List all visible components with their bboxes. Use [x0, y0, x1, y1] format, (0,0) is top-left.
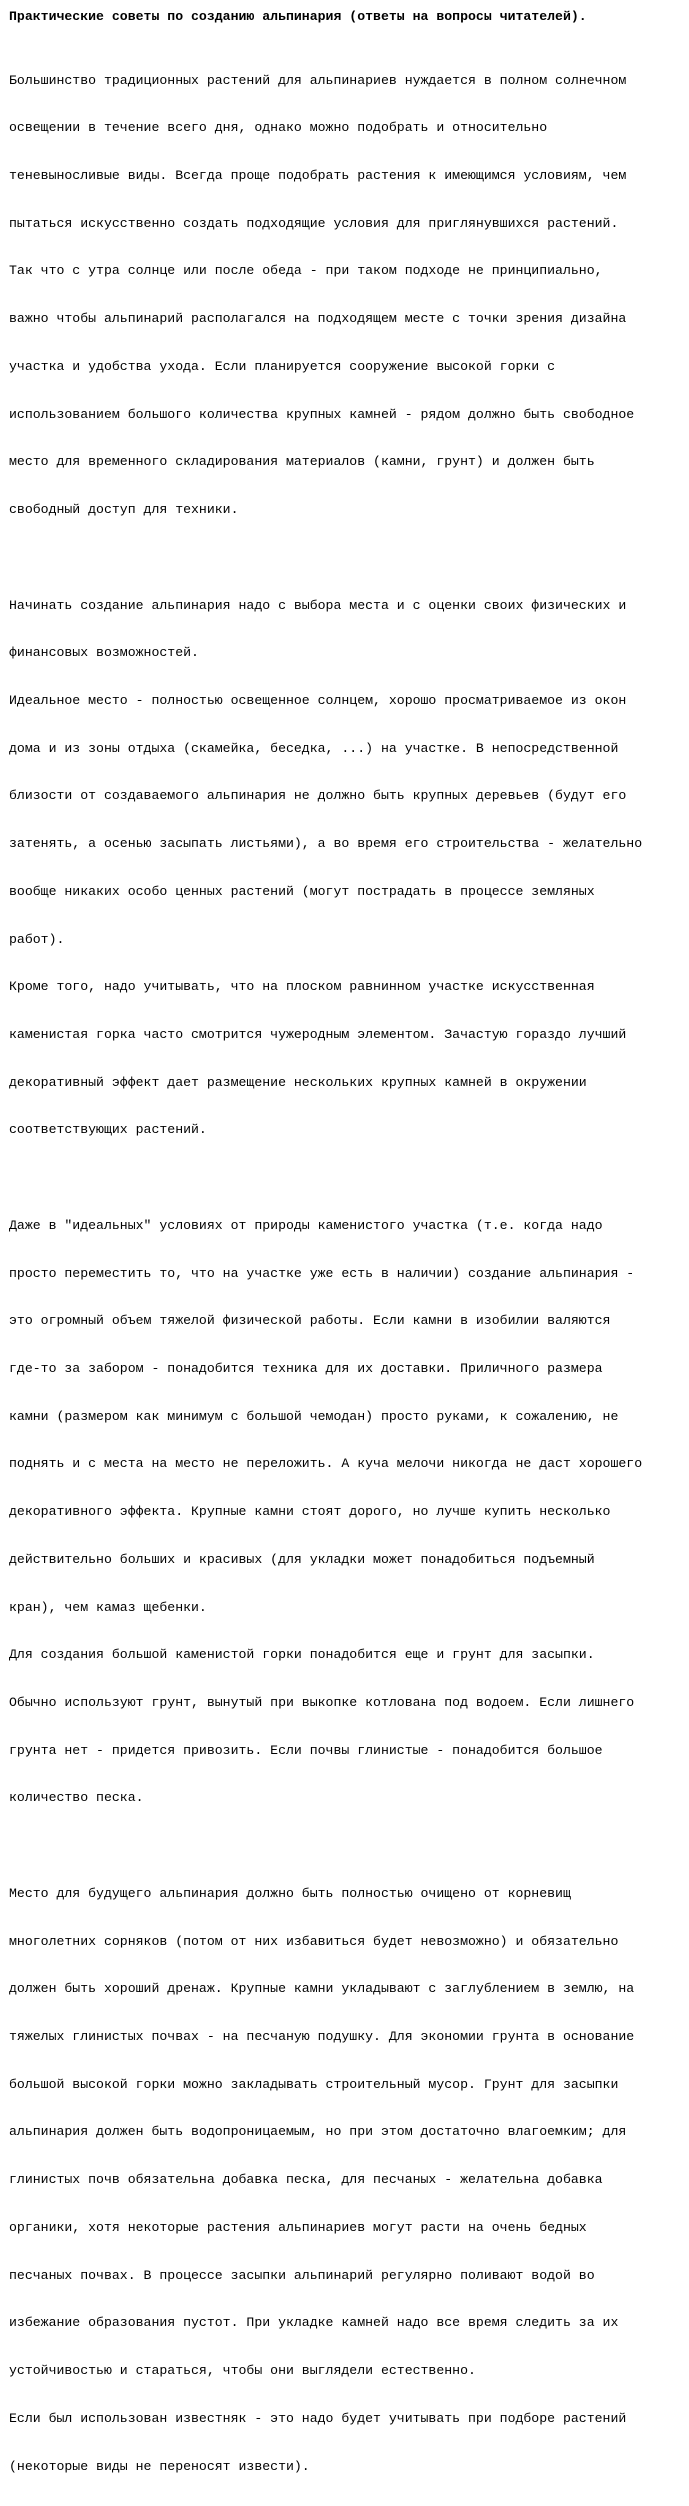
text-line: затенять, а осенью засыпать листьями), а во время его строительства - желательно: [9, 836, 643, 852]
text-line: каменистая горка часто смотрится чужеродным элементом. Зачастую гораздо лучший: [9, 1026, 627, 1042]
text-line: Идеальное место - полностью освещенное солнцем, хорошо просматриваемое из окон: [9, 692, 627, 708]
text-line: вообще никаких особо ценных растений (могут пострадать в процессе земляных: [9, 883, 595, 899]
paragraph-2: [9, 566, 685, 1170]
paragraph-gap: [9, 550, 685, 566]
text-line: Так что с утра солнце или после обеда - при таком подходе не принципиально,: [9, 263, 603, 279]
text-line: Для создания большой каменистой горки понадобится еще и грунт для засыпки.: [9, 1647, 595, 1663]
text-line: поднять и с места на место не переложить. А куча мелочи никогда не даст хорошего: [9, 1456, 643, 1472]
text-line: соответствующих растений.: [9, 1122, 207, 1138]
text-line: органики, хотя некоторые растения альпинариев могут расти на очень бедных: [9, 2219, 587, 2235]
text-line: декоративного эффекта. Крупные камни стоят дорого, но лучше купить несколько: [9, 1504, 611, 1520]
text-line: освещении в течение всего дня, однако можно подобрать и относительно: [9, 120, 548, 136]
text-line: глинистых почв обязательна добавка песка, для песчаных - желательна добавка: [9, 2172, 603, 2188]
text-line: использованием большого количества крупных камней - рядом должно быть свободное: [9, 406, 635, 422]
text-line: место для временного складирования материалов (камни, грунт) и должен быть: [9, 454, 595, 470]
text-line: многолетних сорняков (потом от них избавиться будет невозможно) и обязательно: [9, 1933, 619, 1949]
article-title: Практические советы по созданию альпинария (ответы на вопросы читателей).: [9, 9, 587, 24]
text-line: тяжелых глинистых почвах - на песчаную подушку. Для экономии грунта в основание: [9, 2029, 635, 2045]
text-line: декоративный эффект дает размещение нескольких крупных камней в окружении: [9, 1074, 587, 1090]
text-line: избежание образования пустот. При укладке камней надо все время следить за их: [9, 2315, 619, 2331]
text-line: Большинство традиционных растений для альпинариев нуждается в полном солнечном: [9, 72, 627, 88]
paragraph-4: [9, 1854, 685, 2506]
text-line: участка и удобства ухода. Если планируется сооружение высокой горки с: [9, 358, 556, 374]
text-line: (некоторые виды не переносят извести).: [9, 2458, 310, 2474]
article: [9, 9, 685, 2506]
paragraph-gap: [9, 1838, 685, 1854]
text-line: дома и из зоны отдыха (скамейка, беседка, ...) на участке. В непосредственной: [9, 740, 619, 756]
text-line: Обычно используют грунт, вынутый при выкопке котлована под водоем. Если лишнего: [9, 1695, 635, 1711]
text-line: свободный доступ для техники.: [9, 502, 239, 518]
text-line: кран), чем камаз щебенки.: [9, 1599, 207, 1615]
text-line: действительно больших и красивых (для укладки может понадобиться подъемный: [9, 1551, 595, 1567]
text-line: должен быть хороший дренаж. Крупные камни укладывают с заглублением в землю, на: [9, 1981, 635, 1997]
text-line: Место для будущего альпинария должно быть полностью очищено от корневищ: [9, 1885, 571, 1901]
text-line: песчаных почвах. В процессе засыпки альпинарий регулярно поливают водой во: [9, 2267, 595, 2283]
text-line: теневыносливые виды. Всегда проще подобрать растения к имеющимся условиям, чем: [9, 168, 627, 184]
paragraph-gap: [9, 25, 685, 41]
text-line: работ).: [9, 931, 65, 947]
text-line: пытаться искусственно создать подходящие условия для приглянувшихся растений.: [9, 215, 619, 231]
paragraph-1: [9, 41, 685, 550]
text-line: Начинать создание альпинария надо с выбора места и с оценки своих физических и: [9, 597, 627, 613]
text-line: грунта нет - придется привозить. Если почвы глинистые - понадобится большое: [9, 1742, 603, 1758]
paragraph-gap: [9, 1170, 685, 1186]
text-line: Кроме того, надо учитывать, что на плоском равнинном участке искусственная: [9, 979, 595, 995]
text-line: Даже в "идеальных" условиях от природы каменистого участка (т.е. когда надо: [9, 1217, 603, 1233]
text-line: Если был использован известняк - это надо будет учитывать при подборе растений: [9, 2410, 627, 2426]
text-line: просто переместить то, что на участке уже есть в наличии) создание альпинария -: [9, 1265, 635, 1281]
text-line: близости от создаваемого альпинария не должно быть крупных деревьев (будут его: [9, 788, 627, 804]
text-line: финансовых возможностей.: [9, 645, 199, 661]
text-line: большой высокой горки можно закладывать строительный мусор. Грунт для засыпки: [9, 2076, 619, 2092]
text-line: альпинария должен быть водопроницаемым, но при этом достаточно влагоемким; для: [9, 2124, 627, 2140]
text-line: важно чтобы альпинарий располагался на подходящем месте с точки зрения дизайна: [9, 311, 627, 327]
paragraph-3: [9, 1186, 685, 1838]
text-line: это огромный объем тяжелой физической работы. Если камни в изобилии валяются: [9, 1313, 611, 1329]
text-line: количество песка.: [9, 1790, 144, 1806]
text-line: где-то за забором - понадобится техника для их доставки. Приличного размера: [9, 1360, 603, 1376]
text-line: устойчивостью и стараться, чтобы они выглядели естественно.: [9, 2363, 476, 2379]
text-line: камни (размером как минимум с большой чемодан) просто руками, к сожалению, не: [9, 1408, 619, 1424]
